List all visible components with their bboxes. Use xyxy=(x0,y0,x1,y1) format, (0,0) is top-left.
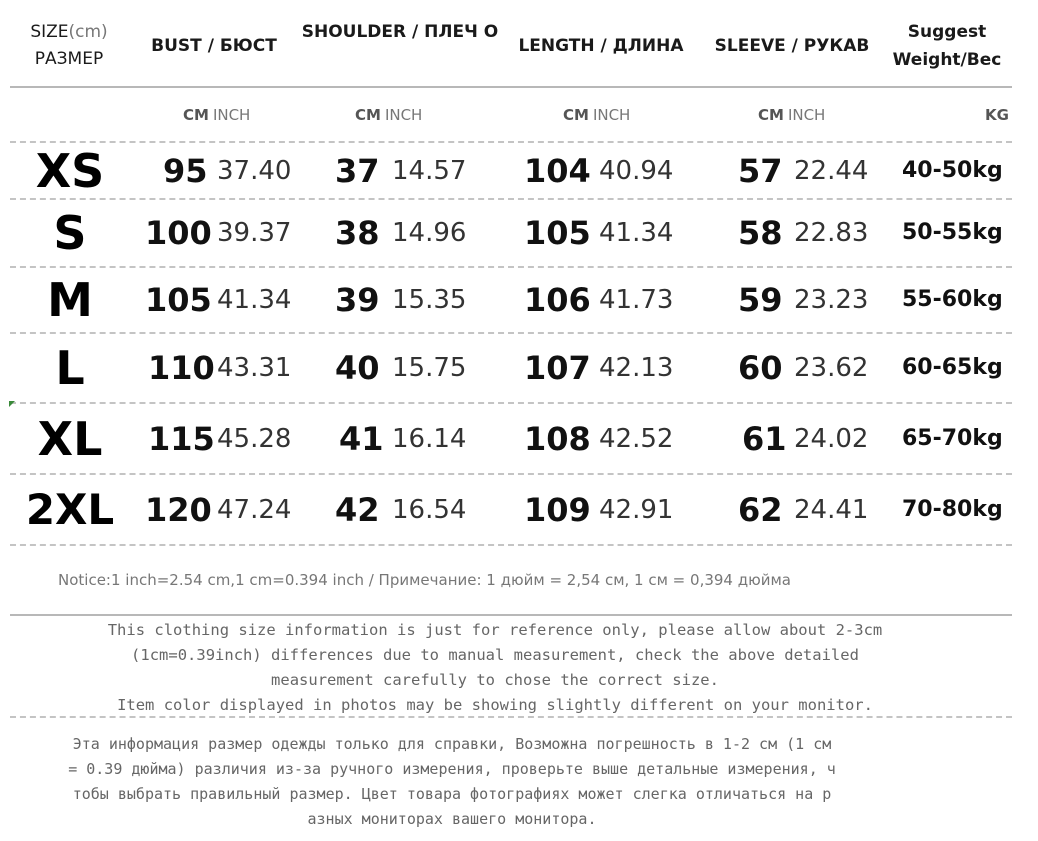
divider xyxy=(10,332,1012,334)
unit-cm: CM xyxy=(183,106,209,124)
size-label: M xyxy=(47,273,93,327)
conversion-notice: Notice:1 inch=2.54 cm,1 cm=0.394 inch / Примечание: 1 дюйм = 2,54 см, 1 см = 0,394 дюйма xyxy=(58,571,791,589)
russian-disclaimer xyxy=(12,732,892,832)
shoulder-cm: 38 xyxy=(335,214,380,252)
shoulder-inch: 16.54 xyxy=(392,495,467,525)
sleeve-inch: 22.83 xyxy=(794,218,869,248)
shoulder-inch: 16.14 xyxy=(392,424,467,454)
length-inch: 40.94 xyxy=(599,156,674,186)
divider xyxy=(10,198,1012,200)
size-label: XS xyxy=(35,144,105,198)
sleeve-inch: 23.62 xyxy=(794,353,869,383)
unit-inch: INCH xyxy=(384,106,423,124)
table-row xyxy=(0,486,1038,534)
length-cm: 108 xyxy=(524,420,591,458)
bust-cm: 100 xyxy=(145,214,212,252)
sleeve-cm: 57 xyxy=(738,152,783,190)
shoulder-cm: 42 xyxy=(335,491,380,529)
units-weight xyxy=(985,104,1013,126)
note-divider xyxy=(10,716,1012,718)
header-shoulder: SHOULDER / ПЛЕЧ О xyxy=(301,22,499,42)
length-inch: 42.13 xyxy=(599,353,674,383)
sleeve-cm: 62 xyxy=(738,491,783,529)
length-cm: 109 xyxy=(524,491,591,529)
unit-cm: CM xyxy=(563,106,589,124)
shoulder-cm: 37 xyxy=(335,152,380,190)
english-disclaimer-line: measurement carefully to chose the correct size. xyxy=(271,671,719,689)
unit-kg: KG xyxy=(985,106,1009,124)
length-inch: 41.34 xyxy=(599,218,674,248)
weight-value: 40-50kg xyxy=(902,158,1003,183)
header-rule xyxy=(10,86,1012,88)
corner-mark xyxy=(9,401,15,407)
bust-inch: 43.31 xyxy=(217,353,292,383)
length-cm: 105 xyxy=(524,214,591,252)
size-label: XL xyxy=(37,412,103,466)
header-size-label-ru: РАЗМЕР xyxy=(34,49,104,69)
bust-inch: 45.28 xyxy=(217,424,292,454)
bust-cm: 95 xyxy=(163,152,208,190)
bust-cm: 115 xyxy=(148,420,215,458)
bust-inch: 39.37 xyxy=(217,218,292,248)
size-label: L xyxy=(55,341,85,395)
size-label: 2XL xyxy=(25,485,115,534)
size-label: S xyxy=(53,206,87,260)
sleeve-cm: 60 xyxy=(738,349,783,387)
length-cm: 104 xyxy=(524,152,591,190)
bust-inch: 37.40 xyxy=(217,156,292,186)
header-size-label: SIZE xyxy=(30,22,69,42)
units-sleeve xyxy=(758,104,825,126)
bust-inch: 47.24 xyxy=(217,495,292,525)
header-size xyxy=(14,19,124,73)
russian-disclaimer-line: азных мониторах вашего монитора. xyxy=(307,810,597,828)
sleeve-inch: 22.44 xyxy=(794,156,869,186)
weight-value: 70-80kg xyxy=(902,497,1003,522)
english-disclaimer-line: This clothing size information is just for reference only, please allow about 2-3cm xyxy=(107,621,883,639)
bust-cm: 120 xyxy=(145,491,212,529)
unit-inch: INCH xyxy=(212,106,251,124)
header-length: LENGTH / ДЛИНА xyxy=(518,36,684,56)
shoulder-inch: 15.35 xyxy=(392,285,467,315)
shoulder-cm: 39 xyxy=(335,281,380,319)
sleeve-cm: 58 xyxy=(738,214,783,252)
unit-inch: INCH xyxy=(787,106,826,124)
length-cm: 106 xyxy=(524,281,591,319)
divider xyxy=(10,473,1012,475)
shoulder-inch: 15.75 xyxy=(392,353,467,383)
russian-disclaimer-line: Эта информация размер одежды только для справки, Возможна погрешность в 1-2 см (1 см xyxy=(72,735,832,753)
unit-cm: CM xyxy=(758,106,784,124)
table-row xyxy=(0,273,1038,327)
sleeve-cm: 59 xyxy=(738,281,783,319)
sleeve-cm: 61 xyxy=(742,420,787,458)
shoulder-inch: 14.57 xyxy=(392,156,467,186)
table-row xyxy=(0,144,1038,198)
shoulder-cm: 40 xyxy=(335,349,380,387)
units-bust xyxy=(183,104,250,126)
bust-cm: 110 xyxy=(148,349,215,387)
weight-value: 60-65kg xyxy=(902,355,1003,380)
length-inch: 42.91 xyxy=(599,495,674,525)
sleeve-inch: 24.02 xyxy=(794,424,869,454)
weight-value: 50-55kg xyxy=(902,220,1003,245)
russian-disclaimer-line: = 0.39 дюйма) различия из-за ручного измерения, проверьте выше детальные измерения, ч xyxy=(68,760,836,778)
length-inch: 41.73 xyxy=(599,285,674,315)
weight-value: 55-60kg xyxy=(902,287,1003,312)
bust-cm: 105 xyxy=(145,281,212,319)
divider xyxy=(10,544,1012,546)
header-weight: Suggest Weight/Вес xyxy=(892,22,1002,70)
english-disclaimer xyxy=(60,618,930,718)
table-row xyxy=(0,206,1038,260)
units-length xyxy=(563,104,630,126)
unit-inch: INCH xyxy=(592,106,631,124)
english-disclaimer-line: Item color displayed in photos may be showing slightly different on your monitor. xyxy=(117,696,873,714)
header-bust: BUST / БЮСТ xyxy=(151,36,277,56)
header-sleeve: SLEEVE / РУКАВ xyxy=(714,36,870,56)
divider xyxy=(10,266,1012,268)
table-row xyxy=(0,341,1038,395)
unit-cm: CM xyxy=(355,106,381,124)
units-shoulder xyxy=(355,104,422,126)
header-size-unit: (cm) xyxy=(68,22,108,42)
weight-value: 65-70kg xyxy=(902,426,1003,451)
divider xyxy=(10,402,1012,404)
sleeve-inch: 23.23 xyxy=(794,285,869,315)
shoulder-cm: 41 xyxy=(339,420,384,458)
english-disclaimer-line: (1cm=0.39inch) differences due to manual measurement, check the above detailed xyxy=(131,646,859,664)
bust-inch: 41.34 xyxy=(217,285,292,315)
length-cm: 107 xyxy=(524,349,591,387)
divider xyxy=(10,141,1012,143)
notice-rule xyxy=(10,614,1012,616)
sleeve-inch: 24.41 xyxy=(794,495,869,525)
table-row xyxy=(0,412,1038,466)
russian-disclaimer-line: тобы выбрать правильный размер. Цвет товара фотографиях может слегка отличаться на р xyxy=(72,785,832,803)
shoulder-inch: 14.96 xyxy=(392,218,467,248)
length-inch: 42.52 xyxy=(599,424,674,454)
